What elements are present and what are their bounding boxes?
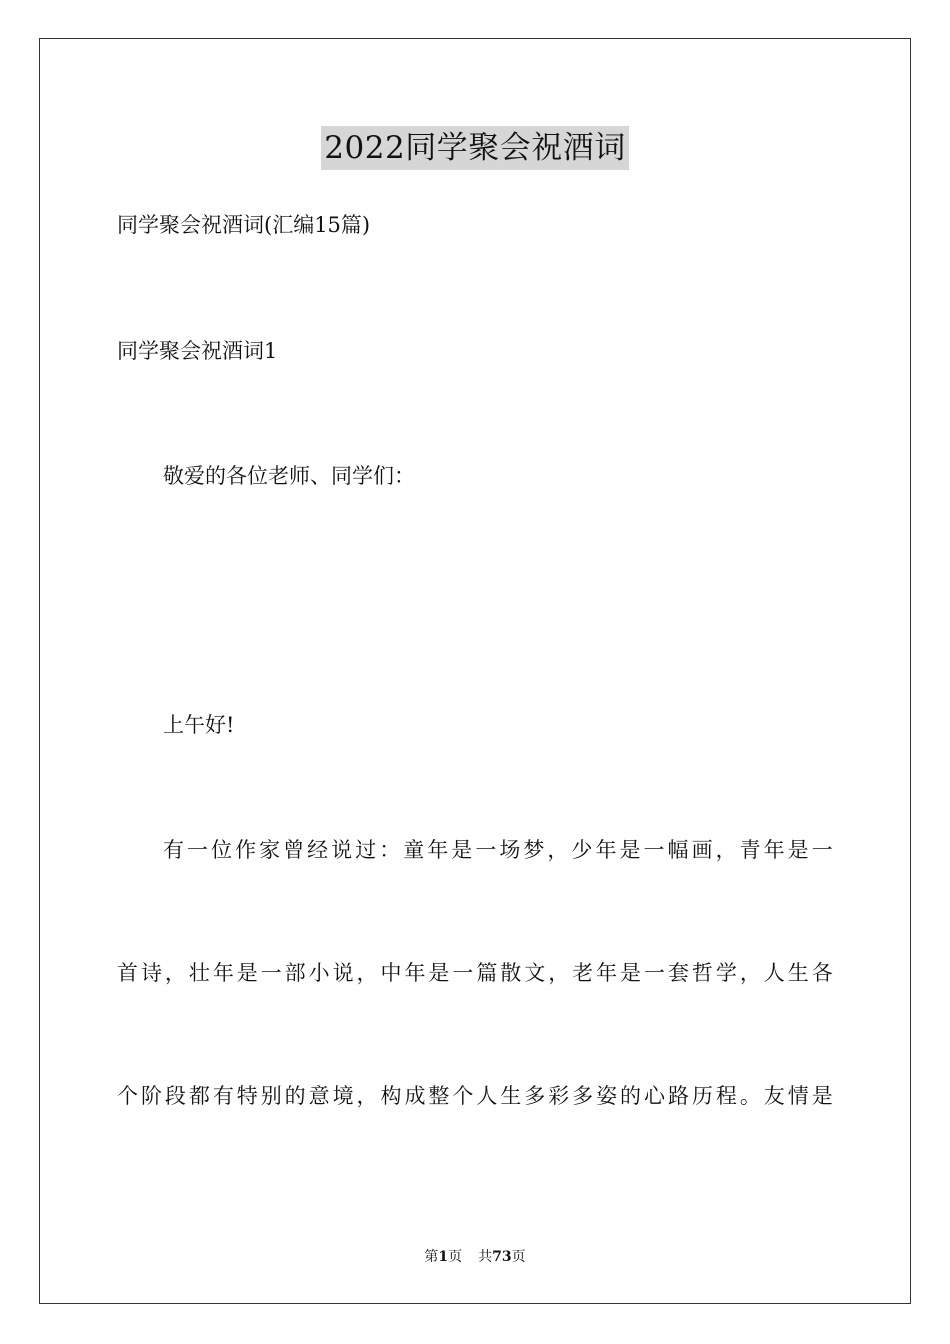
footer-total-prefix: 共 <box>478 1249 493 1265</box>
greeting: 上午好! <box>163 713 235 737</box>
footer-total-pages: 73 <box>492 1249 512 1265</box>
paragraph-line-1: 有一位作家曾经说过：童年是一场梦，少年是一幅画，青年是一 <box>163 838 833 862</box>
document-title-block <box>0 126 950 170</box>
footer-page-prefix: 第 <box>424 1249 439 1265</box>
salutation: 敬爱的各位老师、同学们： <box>163 464 415 488</box>
document-title: 2022同学聚会祝酒词 <box>321 126 628 170</box>
section-heading: 同学聚会祝酒词1 <box>117 339 278 363</box>
footer-page-suffix: 页 <box>448 1249 463 1265</box>
paragraph-line-3: 个阶段都有特别的意境，构成整个人生多彩多姿的心路历程。友情是 <box>117 1084 833 1108</box>
page-footer <box>0 1247 950 1267</box>
footer-total-suffix: 页 <box>511 1249 526 1265</box>
document-subtitle: 同学聚会祝酒词(汇编15篇) <box>117 213 371 237</box>
paragraph-line-2: 首诗，壮年是一部小说，中年是一篇散文，老年是一套哲学，人生各 <box>117 961 833 985</box>
footer-page-number: 1 <box>438 1249 449 1265</box>
